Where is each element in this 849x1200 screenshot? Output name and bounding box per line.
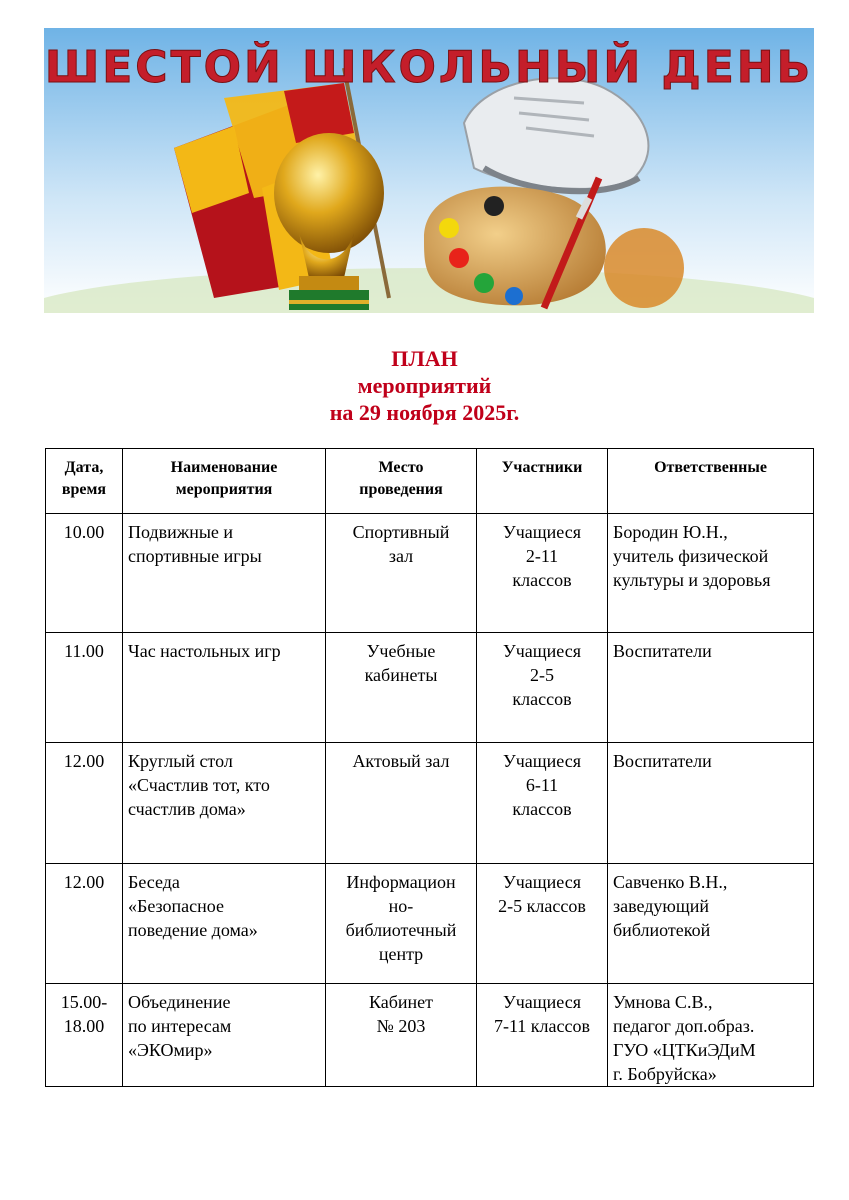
cell-time: 12.00 (46, 743, 123, 864)
header-date: Дата, время (46, 449, 123, 514)
events-table (45, 448, 814, 1087)
cell-name: Беседа «Безопасное поведение дома» (123, 864, 326, 984)
header-place: Место проведения (326, 449, 477, 514)
cell-responsible: Воспитатели (608, 743, 814, 864)
cell-place: Спортивный зал (326, 514, 477, 633)
header-banner (44, 28, 814, 313)
cell-place: Информацион но- библиотечный центр (326, 864, 477, 984)
cell-name: Круглый стол «Счастлив тот, кто счастлив дома» (123, 743, 326, 864)
plan-title (0, 345, 849, 426)
cell-participants: Учащиеся 2-11 классов (477, 514, 608, 633)
plan-title-line1: ПЛАН (391, 346, 458, 371)
table-row (46, 864, 814, 984)
cell-place: Кабинет № 203 (326, 984, 477, 1087)
cell-time: 12.00 (46, 864, 123, 984)
plan-title-line2: мероприятий (357, 373, 492, 398)
table-header-row (46, 449, 814, 514)
table-row (46, 743, 814, 864)
table-row (46, 984, 814, 1087)
cell-place: Актовый зал (326, 743, 477, 864)
cell-participants: Учащиеся 2-5 классов (477, 633, 608, 743)
cell-responsible: Бородин Ю.Н., учитель физической культуры и здоровья (608, 514, 814, 633)
cell-responsible: Савченко В.Н., заведующий библиотекой (608, 864, 814, 984)
header-responsible: Ответственные (608, 449, 814, 514)
header-name: Наименование мероприятия (123, 449, 326, 514)
cell-participants: Учащиеся 7-11 классов (477, 984, 608, 1087)
banner-title: ШЕСТОЙ ШКОЛЬНЫЙ ДЕНЬ (44, 42, 814, 93)
cell-place: Учебные кабинеты (326, 633, 477, 743)
banner-illustration (44, 28, 814, 313)
cell-responsible: Воспитатели (608, 633, 814, 743)
ball-illustration (604, 228, 684, 308)
cell-time: 15.00- 18.00 (46, 984, 123, 1087)
plan-title-line3: на 29 ноября 2025г. (329, 400, 520, 425)
cell-participants: Учащиеся 2-5 классов (477, 864, 608, 984)
cell-name: Час настольных игр (123, 633, 326, 743)
table-row (46, 633, 814, 743)
cell-time: 10.00 (46, 514, 123, 633)
cell-name: Подвижные и спортивные игры (123, 514, 326, 633)
header-participants: Участники (477, 449, 608, 514)
cell-name: Объединение по интересам «ЭКОмир» (123, 984, 326, 1087)
table-row (46, 514, 814, 633)
cell-participants: Учащиеся 6-11 классов (477, 743, 608, 864)
cell-responsible: Умнова С.В., педагог доп.образ. ГУО «ЦТКиЭДиМ г. Бобруйска» (608, 984, 814, 1087)
cell-time: 11.00 (46, 633, 123, 743)
